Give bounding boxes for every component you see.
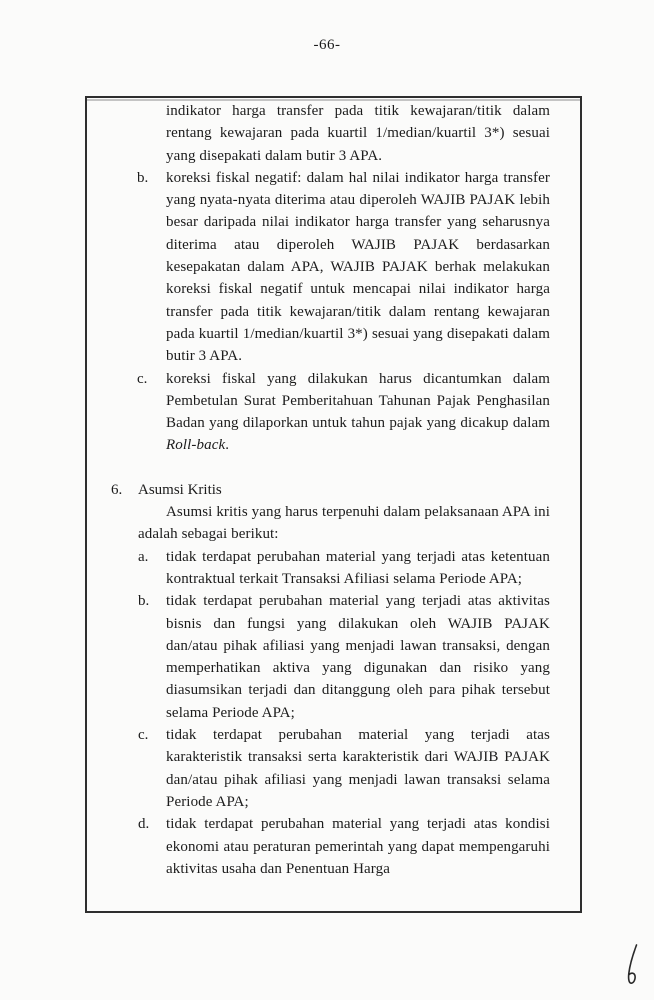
list-item [138, 546, 550, 591]
fiscal-correction-sublist [111, 167, 550, 457]
list-item [137, 167, 550, 368]
list-item [138, 813, 550, 880]
italic-term: Roll-back [166, 437, 226, 454]
section-number: 6. [111, 481, 123, 498]
list-item-label: a. [138, 548, 149, 565]
page-number: -66- [313, 37, 341, 53]
section-title: Asumsi Kritis [138, 481, 222, 498]
list-item [138, 590, 550, 724]
critical-assumptions-list [138, 546, 550, 880]
list-item-text: tidak terdapat perubahan material yang terjadi atas aktivitas bisnis dan fungsi yang dilakukan oleh WAJIB PAJAK dan/atau pihak afiliasi yang menjadi lawan transaksi, dengan memperhatikan aktiva yang digunakan dan risiko yang diasumsikan terjadi dan ditanggung oleh para pihak tersebut selama Periode APA; [166, 593, 550, 721]
list-item-label: c. [137, 370, 148, 387]
list-item-label: b. [138, 593, 150, 610]
list-item-text [166, 368, 550, 457]
list-item-text-segment: . [225, 437, 230, 454]
handwritten-mark-icon [620, 943, 646, 989]
continued-list-item-text: indikator harga transfer pada titik kewajaran/titik dalam rentang kewajaran pada kuartil 1/median/kuartil 3*) sesuai yang disepakati dalam butir 3 APA. [166, 103, 550, 164]
list-item-text: tidak terdapat perubahan material yang terjadi atas ketentuan kontraktual terkait Transaksi Afiliasi selama Periode APA; [166, 548, 550, 587]
list-item-label: b. [137, 169, 149, 186]
list-item-text: tidak terdapat perubahan material yang terjadi atas karakteristik transaksi serta karakteristik dari WAJIB PAJAK dan/atau pihak afiliasi yang menjadi lawan transaksi selama Periode APA; [166, 727, 550, 810]
section-asumsi-kritis [111, 479, 550, 880]
list-item [138, 724, 550, 813]
section-body [138, 501, 550, 880]
list-item-text: tidak terdapat perubahan material yang terjadi atas kondisi ekonomi atau peraturan pemerintah yang dapat mempengaruhi aktivitas usaha dan Penentuan Harga [166, 816, 550, 877]
list-item-label: d. [138, 816, 150, 833]
document-text-frame [85, 96, 582, 913]
list-item-text-segment: koreksi fiskal yang dilakukan harus dicantumkan dalam Pembetulan Surat Pemberitahuan Tahunan Pajak Penghasilan Badan yang dilaporkan untuk tahun pajak yang dicakup dalam [166, 370, 550, 432]
list-item-text: koreksi fiskal negatif: dalam hal nilai indikator harga transfer yang nyata-nyata diterima atau diperoleh WAJIB PAJAK lebih besar daripada nilai indikator harga transfer yang seharusnya diterima atau diperoleh WAJIB PAJAK berdasarkan kesepakatan dalam APA, WAJIB PAJAK berhak melakukan koreksi fiskal negatif untuk mencapai nilai indikator harga transfer pada titik kewajaran/titik dalam rentang kewajaran pada kuartil 1/median/kuartil 3*) sesuai yang disepakati dalam butir 3 APA. [166, 169, 550, 365]
list-item-label: c. [138, 727, 149, 744]
list-item [137, 368, 550, 457]
section-intro-paragraph: Asumsi kritis yang harus terpenuhi dalam pelaksanaan APA ini adalah sebagai berikut: [138, 504, 550, 543]
section-heading [111, 479, 550, 501]
